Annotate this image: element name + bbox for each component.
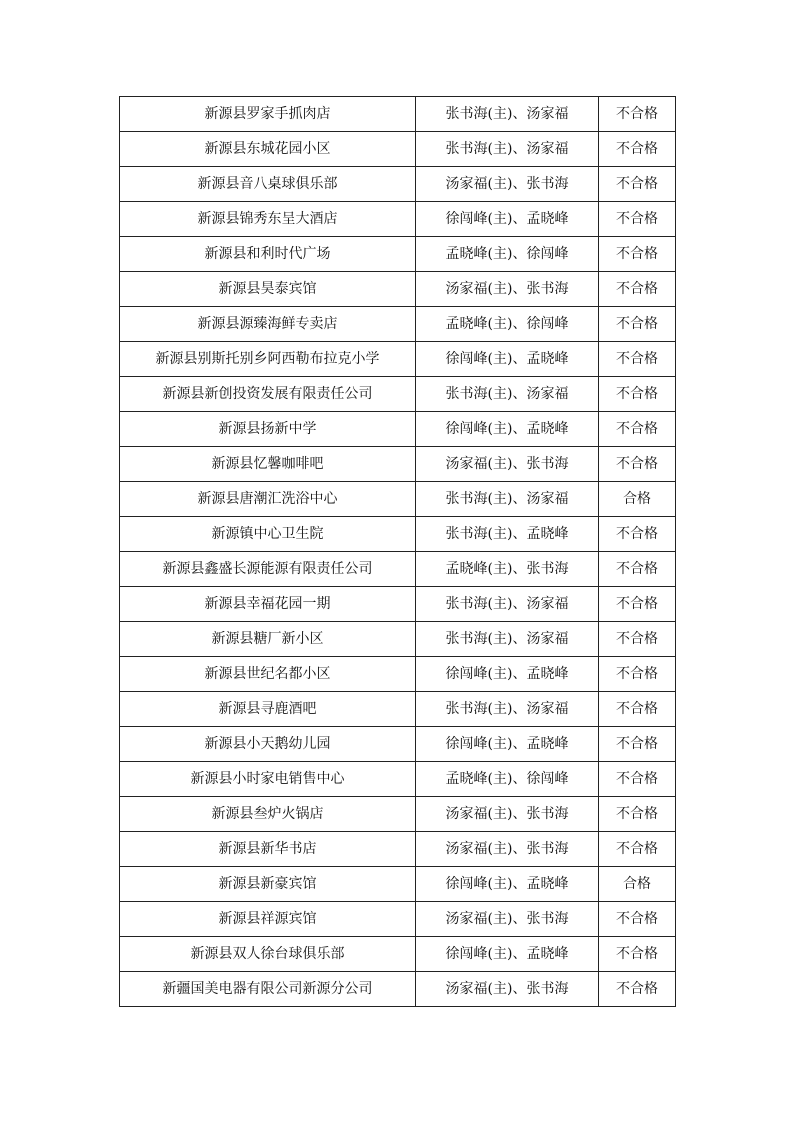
result-cell: 不合格 [599, 97, 676, 132]
table-row [120, 657, 676, 692]
inspectors-cell: 张书海(主)、汤家福 [416, 692, 599, 727]
table-row [120, 622, 676, 657]
unit-name-cell: 新源县鑫盛长源能源有限责任公司 [120, 552, 416, 587]
table-row [120, 202, 676, 237]
table-row [120, 797, 676, 832]
table-row [120, 762, 676, 797]
table-row [120, 972, 676, 1007]
table-row [120, 447, 676, 482]
inspectors-cell: 徐闯峰(主)、孟晓峰 [416, 937, 599, 972]
inspectors-cell: 张书海(主)、孟晓峰 [416, 517, 599, 552]
inspectors-cell: 汤家福(主)、张书海 [416, 972, 599, 1007]
inspectors-cell: 汤家福(主)、张书海 [416, 167, 599, 202]
result-cell: 不合格 [599, 832, 676, 867]
inspectors-cell: 汤家福(主)、张书海 [416, 447, 599, 482]
result-cell: 不合格 [599, 902, 676, 937]
unit-name-cell: 新源县世纪名都小区 [120, 657, 416, 692]
result-cell: 不合格 [599, 937, 676, 972]
inspectors-cell: 汤家福(主)、张书海 [416, 797, 599, 832]
result-cell: 不合格 [599, 972, 676, 1007]
unit-name-cell: 新疆国美电器有限公司新源分公司 [120, 972, 416, 1007]
result-cell: 不合格 [599, 237, 676, 272]
result-cell: 不合格 [599, 307, 676, 342]
inspectors-cell: 张书海(主)、汤家福 [416, 377, 599, 412]
inspectors-cell: 张书海(主)、汤家福 [416, 622, 599, 657]
result-cell: 不合格 [599, 692, 676, 727]
table-row [120, 132, 676, 167]
inspectors-cell: 徐闯峰(主)、孟晓峰 [416, 727, 599, 762]
table-row [120, 482, 676, 517]
unit-name-cell: 新源县小时家电销售中心 [120, 762, 416, 797]
unit-name-cell: 新源县东城花园小区 [120, 132, 416, 167]
inspection-table [119, 96, 676, 1007]
table-row [120, 377, 676, 412]
result-cell: 不合格 [599, 447, 676, 482]
result-cell: 不合格 [599, 797, 676, 832]
table-row [120, 517, 676, 552]
result-cell: 不合格 [599, 202, 676, 237]
unit-name-cell: 新源县唐潮汇洗浴中心 [120, 482, 416, 517]
unit-name-cell: 新源县扬新中学 [120, 412, 416, 447]
inspectors-cell: 汤家福(主)、张书海 [416, 902, 599, 937]
table-body [120, 97, 676, 1007]
table-row [120, 587, 676, 622]
table-row [120, 237, 676, 272]
inspectors-cell: 张书海(主)、汤家福 [416, 132, 599, 167]
unit-name-cell: 新源县双人徐台球俱乐部 [120, 937, 416, 972]
inspectors-cell: 孟晓峰(主)、徐闯峰 [416, 237, 599, 272]
result-cell: 不合格 [599, 167, 676, 202]
inspectors-cell: 孟晓峰(主)、徐闯峰 [416, 307, 599, 342]
inspectors-cell: 孟晓峰(主)、张书海 [416, 552, 599, 587]
result-cell: 合格 [599, 867, 676, 902]
unit-name-cell: 新源县忆馨咖啡吧 [120, 447, 416, 482]
unit-name-cell: 新源县祥源宾馆 [120, 902, 416, 937]
table-row [120, 412, 676, 447]
table-row [120, 342, 676, 377]
unit-name-cell: 新源县叁炉火锅店 [120, 797, 416, 832]
unit-name-cell: 新源县音八桌球俱乐部 [120, 167, 416, 202]
table-row [120, 902, 676, 937]
table-row [120, 272, 676, 307]
result-cell: 不合格 [599, 622, 676, 657]
unit-name-cell: 新源县小天鹅幼儿园 [120, 727, 416, 762]
table-row [120, 832, 676, 867]
inspectors-cell: 徐闯峰(主)、孟晓峰 [416, 412, 599, 447]
unit-name-cell: 新源县源臻海鲜专卖店 [120, 307, 416, 342]
table-row [120, 167, 676, 202]
unit-name-cell: 新源县锦秀东呈大酒店 [120, 202, 416, 237]
result-cell: 不合格 [599, 377, 676, 412]
unit-name-cell: 新源县新华书店 [120, 832, 416, 867]
result-cell: 合格 [599, 482, 676, 517]
unit-name-cell: 新源县昊泰宾馆 [120, 272, 416, 307]
result-cell: 不合格 [599, 517, 676, 552]
table-row [120, 867, 676, 902]
table-row [120, 552, 676, 587]
unit-name-cell: 新源县新创投资发展有限责任公司 [120, 377, 416, 412]
unit-name-cell: 新源县新豪宾馆 [120, 867, 416, 902]
unit-name-cell: 新源县别斯托别乡阿西勒布拉克小学 [120, 342, 416, 377]
unit-name-cell: 新源县和利时代广场 [120, 237, 416, 272]
inspectors-cell: 汤家福(主)、张书海 [416, 272, 599, 307]
inspectors-cell: 张书海(主)、汤家福 [416, 97, 599, 132]
unit-name-cell: 新源县寻鹿酒吧 [120, 692, 416, 727]
result-cell: 不合格 [599, 272, 676, 307]
result-cell: 不合格 [599, 762, 676, 797]
inspectors-cell: 徐闯峰(主)、孟晓峰 [416, 657, 599, 692]
unit-name-cell: 新源县幸福花园一期 [120, 587, 416, 622]
result-cell: 不合格 [599, 342, 676, 377]
table-row [120, 97, 676, 132]
table-row [120, 727, 676, 762]
unit-name-cell: 新源镇中心卫生院 [120, 517, 416, 552]
inspectors-cell: 孟晓峰(主)、徐闯峰 [416, 762, 599, 797]
inspectors-cell: 汤家福(主)、张书海 [416, 832, 599, 867]
inspectors-cell: 徐闯峰(主)、孟晓峰 [416, 202, 599, 237]
result-cell: 不合格 [599, 727, 676, 762]
unit-name-cell: 新源县糖厂新小区 [120, 622, 416, 657]
unit-name-cell: 新源县罗家手抓肉店 [120, 97, 416, 132]
result-cell: 不合格 [599, 412, 676, 447]
result-cell: 不合格 [599, 587, 676, 622]
table-row [120, 307, 676, 342]
result-cell: 不合格 [599, 552, 676, 587]
result-cell: 不合格 [599, 657, 676, 692]
inspectors-cell: 徐闯峰(主)、孟晓峰 [416, 867, 599, 902]
inspectors-cell: 张书海(主)、汤家福 [416, 482, 599, 517]
inspectors-cell: 徐闯峰(主)、孟晓峰 [416, 342, 599, 377]
inspectors-cell: 张书海(主)、汤家福 [416, 587, 599, 622]
table-row [120, 692, 676, 727]
result-cell: 不合格 [599, 132, 676, 167]
table-row [120, 937, 676, 972]
